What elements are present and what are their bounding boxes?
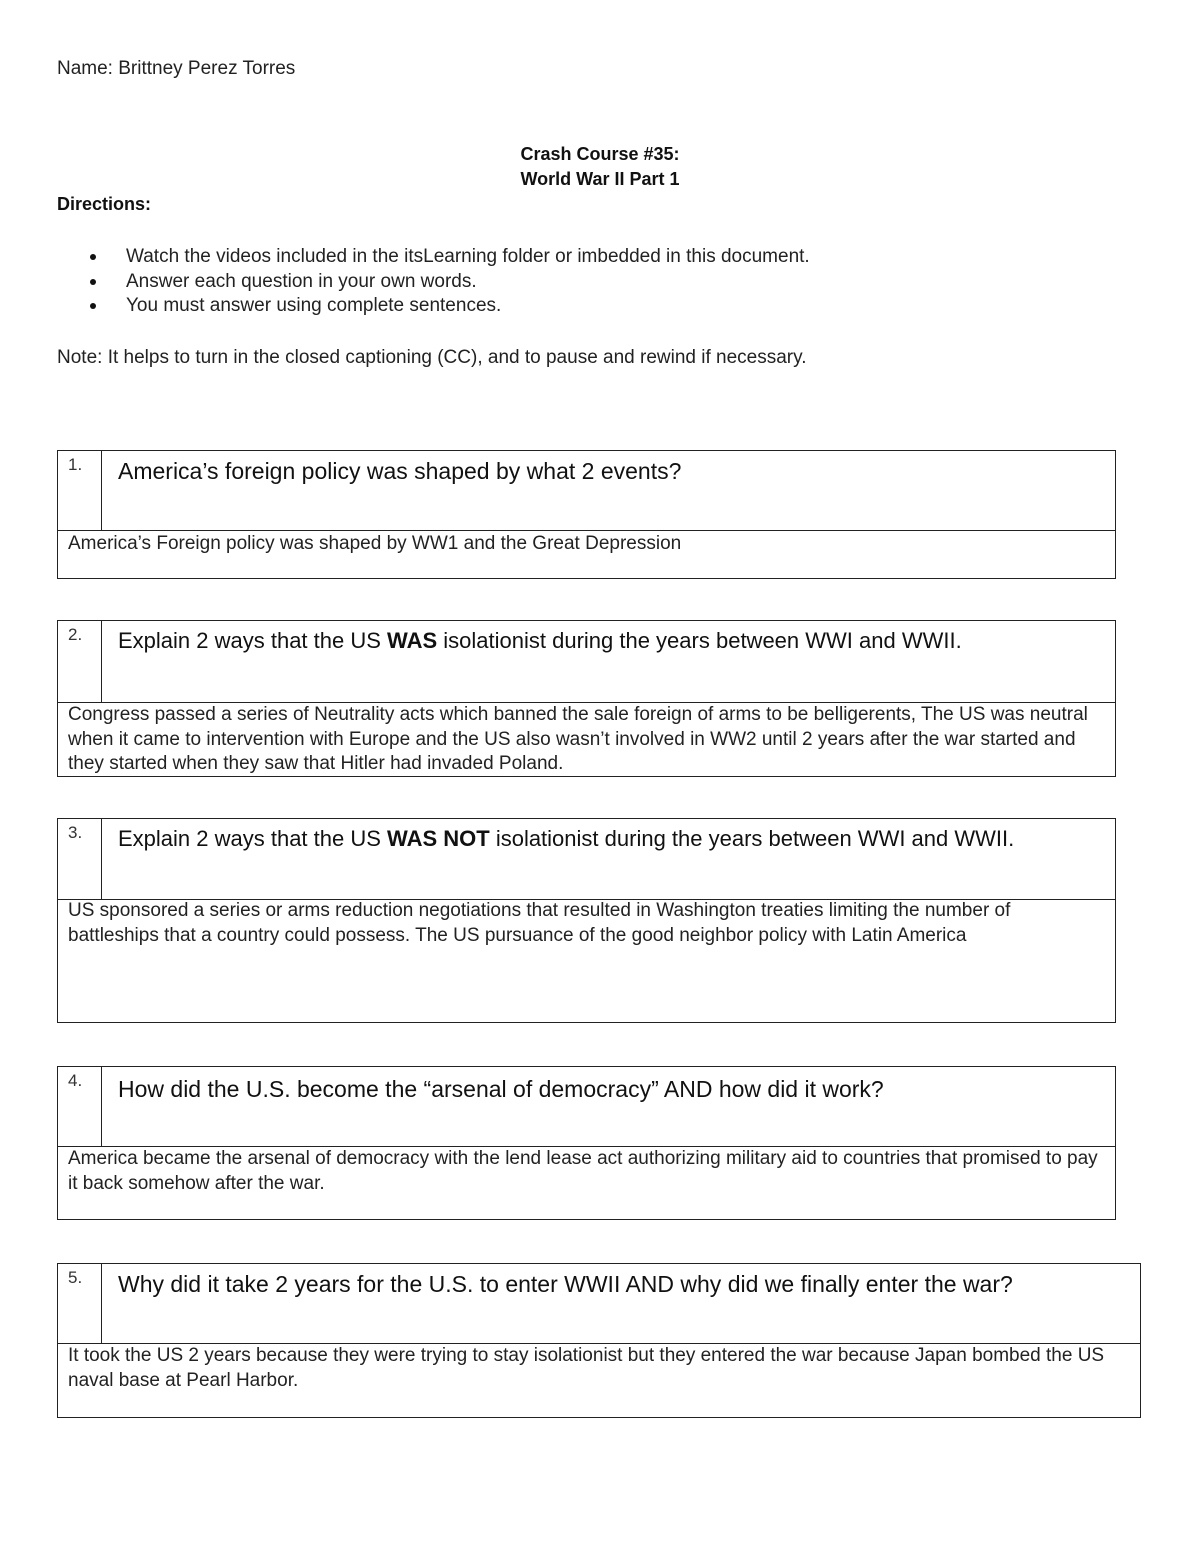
question-text: Why did it take 2 years for the U.S. to enter WWII AND why did we finally enter the war?	[118, 1271, 1013, 1297]
question-box-3	[57, 818, 1116, 1023]
answer-text[interactable]: US sponsored a series or arms reduction negotiations that resulted in Washington treaties limiting the number of battleships that a country could possess. The US pursuance of the good neighbor policy with Latin America	[68, 900, 1011, 946]
bullet-icon	[90, 279, 96, 285]
question-number: 1.	[58, 451, 102, 530]
question-number: 5.	[58, 1264, 102, 1343]
question-box-5	[57, 1263, 1141, 1418]
question-header	[58, 621, 1115, 703]
question-text: How did the U.S. become the “arsenal of democracy” AND how did it work?	[118, 1076, 884, 1102]
question-number: 4.	[58, 1067, 102, 1146]
question-text: Explain 2 ways that the US WAS NOT isolationist during the years between WWI and WWII.	[118, 826, 1015, 851]
bullet-icon	[90, 254, 96, 260]
student-name: Name: Brittney Perez Torres	[57, 58, 296, 79]
directions-item: Answer each question in your own words.	[88, 270, 810, 295]
answer-text[interactable]: America became the arsenal of democracy with the lend lease act authorizing military aid to countries that promised to pay it back somehow after the war.	[68, 1148, 1098, 1194]
question-box-1	[57, 450, 1116, 579]
question-text: Explain 2 ways that the US WAS isolationist during the years between WWI and WWII.	[118, 628, 962, 653]
question-header	[58, 1264, 1140, 1344]
directions-label: Directions:	[57, 194, 152, 214]
directions-item: You must answer using complete sentences.	[88, 294, 810, 319]
bullet-icon	[90, 303, 96, 309]
question-box-4	[57, 1066, 1116, 1220]
document-title: Crash Course #35:	[520, 144, 680, 164]
answer-text[interactable]: America’s Foreign policy was shaped by WW1 and the Great Depression	[68, 533, 682, 554]
question-header	[58, 1067, 1115, 1147]
answer-text[interactable]: Congress passed a series of Neutrality acts which banned the sale foreign of arms to be belligerents, The US was neutral when it came to intervention with Europe and the US also wasn’t involved in WW2 until 2 years after the war started and they started when they saw that Hitler had invaded Poland.	[68, 704, 1088, 774]
directions-item: Watch the videos included in the itsLearning folder or imbedded in this document.	[88, 245, 810, 270]
question-header	[58, 819, 1115, 900]
answer-text[interactable]: It took the US 2 years because they were trying to stay isolationist but they entered the war because Japan bombed the US naval base at Pearl Harbor.	[68, 1345, 1105, 1391]
question-text: America’s foreign policy was shaped by what 2 events?	[118, 458, 682, 484]
question-number: 3.	[58, 819, 102, 899]
question-box-2	[57, 620, 1116, 777]
question-number: 2.	[58, 621, 102, 702]
directions-list	[88, 245, 810, 319]
document-subtitle: World War II Part 1	[520, 169, 680, 189]
question-header	[58, 451, 1115, 531]
note-text: Note: It helps to turn in the closed captioning (CC), and to pause and rewind if necessary.	[57, 347, 807, 368]
